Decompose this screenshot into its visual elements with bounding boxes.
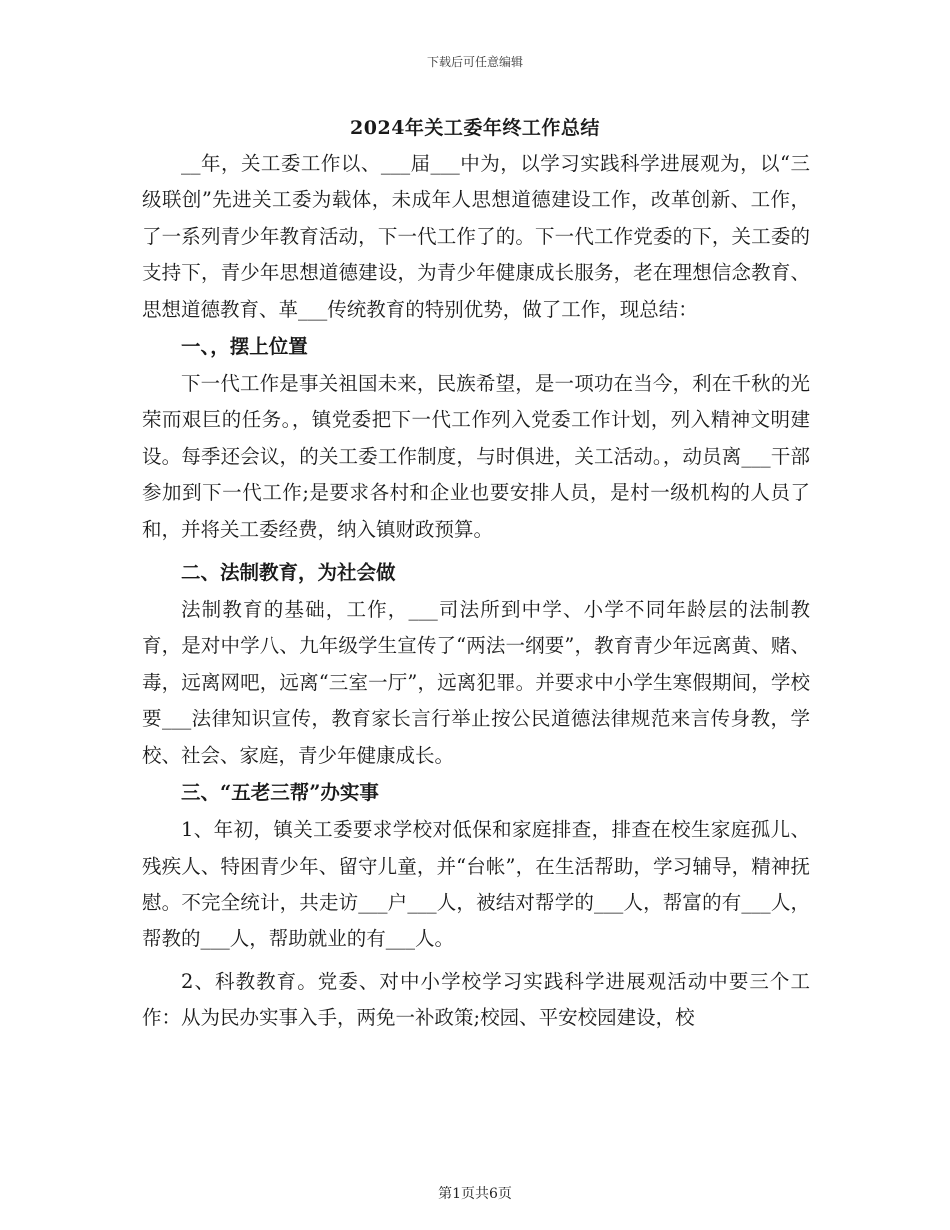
intro-paragraph: __年，关工委工作以、___届___中为，以学习实践科学进展观为，以“三级联创”先进关工委为载体，未成年人思想道德建设工作，改革创新、工作，了一系列青少年教育活动，下一代工作了的。下一代工作党委的下，关工委的支持下，青少年思想道德建设，为青少年健康成长服务，老在理想信念教育、思想道德教育、革___传统教育的特别优势，做了工作，现总结：: [142, 152, 810, 321]
section3-item2: 2、科教教育。党委、对中小学校学习实践科学进展观活动中要三个工作：从为民办实事入手，两免一补政策;校园、平安校园建设，校: [142, 969, 810, 1030]
section2-paragraph: 法制教育的基础，工作，___司法所到中学、小学不同年龄层的法制教育，是对中学八、九年级学生宣传了“两法一纲要”，教育青少年远离黄、赌、毒，远离网吧，远离“三室一厅”，远离犯罪。并要求中小学生寒假期间，学校要___法律知识宣传，教育家长言行举止按公民道德法律规范来言传身教，学校、社会、家庭，青少年健康成长。: [142, 598, 810, 767]
section3-heading: 三、“五老三帮”办实事: [181, 781, 379, 805]
header-note: 下载后可任意编辑: [426, 55, 523, 69]
section1-paragraph: 下一代工作是事关祖国未来，民族希望，是一项功在当今，利在千秋的光荣而艰巨的任务。，镇党委把下一代工作列入党委工作计划，列入精神文明建设。每季还会议，的关工委工作制度，与时俱进，关工活动。，动员离___干部参加到下一代工作;是要求各村和企业也要安排人员，是村一级机构的人员了和，并将关工委经费，纳入镇财政预算。: [142, 372, 810, 541]
section2-heading: 二、法制教育，为社会做: [181, 561, 396, 585]
document-body: [142, 146, 810, 1037]
page-number: 第1页共6页: [438, 1186, 512, 1202]
section1-heading: 一、，摆上位置: [181, 335, 308, 359]
section3-item1: 1、年初，镇关工委要求学校对低保和家庭排查，排查在校生家庭孤儿、残疾人、特困青少年、留守儿童，并“台帐”，在生活帮助，学习辅导，精神抚慰。不完全统计，共走访___户___人，被结对帮学的___人，帮富的有___人，帮教的___人，帮助就业的有___人。: [142, 818, 810, 951]
document-title: 2024年关工委年终工作总结: [350, 117, 600, 139]
